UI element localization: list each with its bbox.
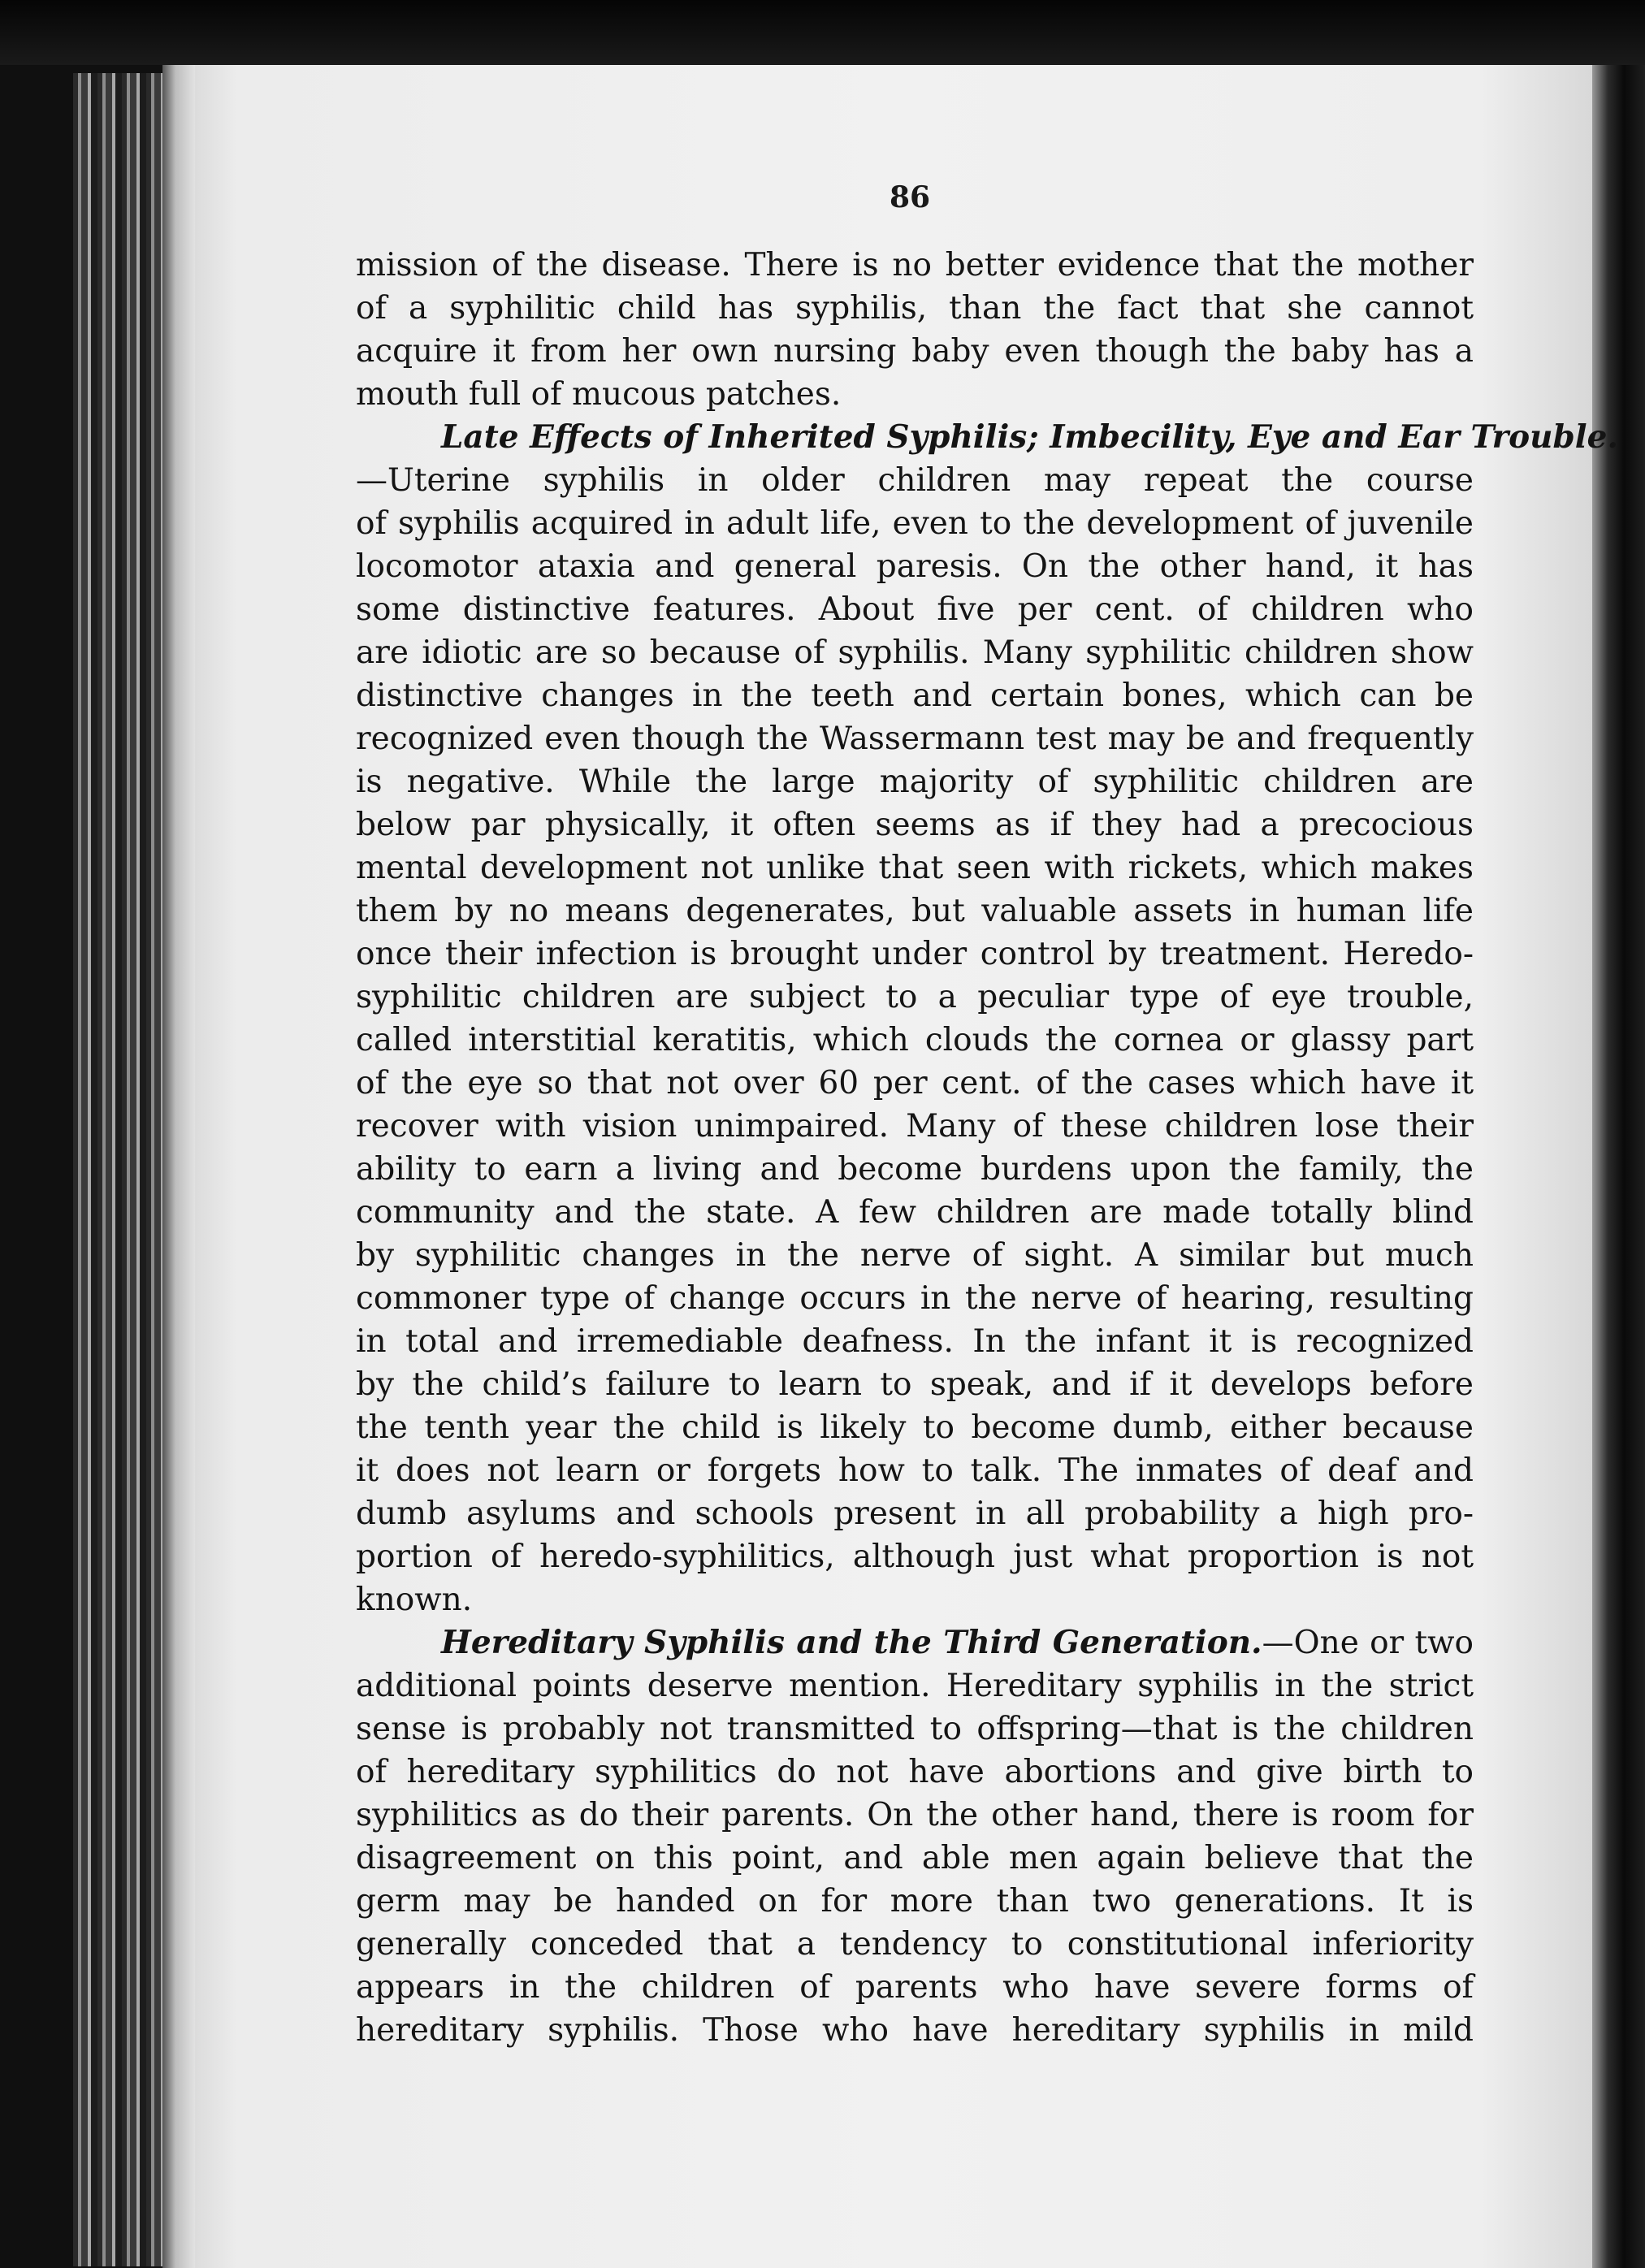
paragraph-1 [356,244,1474,416]
paragraph-3 [356,1621,1474,2052]
page-number: 86 [889,180,931,214]
text-line: once their infection is brought under control by treatment. Heredo- [356,936,1474,972]
text-line: disagreement on this point, and able men again believe that the [356,1840,1474,1876]
text-line: acquire it from her own nursing baby even though the baby has a [356,333,1474,370]
text-line: of hereditary syphilitics do not have abortions and give birth to [356,1754,1474,1790]
text-line: commoner type of change occurs in the nerve of hearing, resulting [356,1280,1474,1317]
text-line: known. [356,1582,473,1618]
text-line: syphilitics as do their parents. On the other hand, there is room for [356,1797,1474,1833]
text-line: portion of heredo-syphilitics, although just what proportion is not [356,1539,1474,1575]
text-line: generally conceded that a tendency to constitutional inferiority [356,1926,1474,1963]
section-heading-late-effects: Late Effects of Inherited Syphilis; Imbecility, Eye and Ear Trouble. [441,418,1619,456]
text-line: of a syphilitic child has syphilis, than the fact that she cannot [356,290,1474,327]
text-line [356,1621,1474,1664]
text-line: of syphilis acquired in adult life, even to the development of juvenile [356,505,1474,542]
text-line: mental development not unlike that seen with rickets, which makes [356,850,1474,886]
text-line: locomotor ataxia and general paresis. On the other hand, it has [356,548,1474,585]
text-line: below par physically, it often seems as if they had a precocious [356,807,1474,843]
text-line: it does not learn or forgets how to talk. The inmates of deaf and [356,1452,1474,1489]
text-line: mission of the disease. There is no better evidence that the mother [356,247,1474,284]
top-shadow [0,0,1645,65]
text-line: distinctive changes in the teeth and certain bones, which can be [356,677,1474,714]
paragraph-2 [356,416,1619,1621]
page-gutter [162,65,195,2268]
text-line: some distinctive features. About five per cent. of children who [356,591,1474,628]
text-line: is negative. While the large majority of syphilitic children are [356,764,1474,800]
text-line: them by no means degenerates, but valuable assets in human life [356,893,1474,929]
right-page-edge [1592,65,1645,2268]
text-line: recover with vision unimpaired. Many of these children lose their [356,1108,1474,1145]
text-line: additional points deserve mention. Hereditary syphilis in the strict [356,1668,1474,1704]
text-line-content: —Uterine syphilis in older children may repeat the course [356,462,1474,499]
body-text [356,244,1619,2052]
text-line [356,459,1474,502]
text-line: community and the state. A few children are made totally blind [356,1194,1474,1231]
text-line: recognized even though the Wassermann test may be and frequently [356,721,1474,757]
text-line: appears in the children of parents who have severe forms of [356,1969,1474,2006]
section-heading-third-generation: Hereditary Syphilis and the Third Generation. [441,1624,1262,1661]
text-line: by syphilitic changes in the nerve of sight. A similar but much [356,1237,1474,1274]
text-line: sense is probably not transmitted to offspring—that is the children [356,1711,1474,1747]
text-line: are idiotic are so because of syphilis. Many syphilitic children show [356,634,1474,671]
text-line: dumb asylums and schools present in all probability a high pro- [356,1495,1474,1532]
text-line: called interstitial keratitis, which clouds the cornea or glassy part [356,1022,1474,1058]
text-line: germ may be handed on for more than two generations. It is [356,1883,1474,1920]
text-line: in total and irremediable deafness. In the infant it is recognized [356,1323,1474,1360]
section-heading-line [356,416,1619,459]
text-line: of the eye so that not over 60 per cent. of the cases which have it [356,1065,1474,1102]
text-line: ability to earn a living and become burdens upon the family, the [356,1151,1474,1188]
text-line-content: —One or two [1262,1625,1474,1661]
text-line: hereditary syphilis. Those who have hereditary syphilis in mild [356,2012,1474,2049]
text-line: mouth full of mucous patches. [356,376,842,413]
text-line: the tenth year the child is likely to become dumb, either because [356,1409,1474,1446]
text-line: syphilitic children are subject to a peculiar type of eye trouble, [356,979,1474,1015]
text-line: by the child’s failure to learn to speak, and if it develops before [356,1366,1474,1403]
